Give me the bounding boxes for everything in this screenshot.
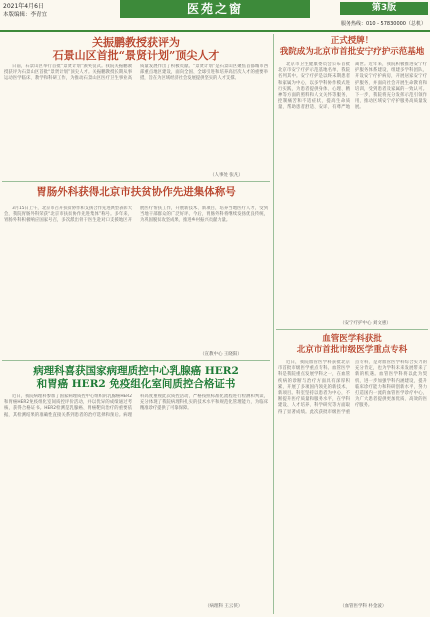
page-editor: 本版编辑：李青宜 (3, 12, 48, 18)
issue-date: 2021年4月6日 (3, 3, 44, 10)
article-5-text: 近日，我院血管医学科获批北京市首批市级医学重点专科。血管医学科是我院重点发展学科之一，在血管疾病的诊断与治疗方面具有深厚积累，开展了多项国内领先的新技术、新项目。科室坚持以患者为中心，不断提升医疗质量和服务水平，在学科建设、人才培养、科学研究等方面取得了显著成绩。此次获批市级医学重点专科，是对血管医学科综合实力的充分肯定，也为学科未来发展带来了新的机遇。血管医学科将以此为契机，进一步加强学科内涵建设，提升临床诊疗能力和科研创新水平，努力打造国内一流的血管医学诊疗中心，为广大患者提供更加优质、高效的医疗服务。 (278, 360, 427, 415)
article-5-title-line1: 血管医学科获批 (322, 334, 382, 344)
article-4-signature: （安宁疗护中心 刘文惠） (340, 321, 391, 326)
article-3-title-line1: 病理科喜获国家病理质控中心乳腺癌 HER2 (33, 365, 239, 377)
article-3-signature: （病理科 王云侠） (205, 604, 243, 609)
article-5-title (276, 334, 428, 356)
article-3-body (4, 394, 268, 600)
article-4-title-line1: 正式授牌！ (330, 36, 374, 46)
article-3-text: 近日，我院病理科参加了国家病理质控中心组织的乳腺癌HER2和胃癌HER2免疫组化室间质控评价活动，并以优异的成绩通过考核，获得合格证书。HER2检测是乳腺癌、胃癌靶向治疗的重要依据，其检测结果的准确性直接关系到患者的治疗选择和预后。病理科高度重视此次质控活动，严格按照标准化流程进行检测和判读，充分体现了我院病理科扎实的技术水平和规范化管理能力，为临床精准诊疗提供了可靠保障。 (4, 394, 268, 418)
article-3-title-line2: 和胃癌 HER2 免疫组化室间质控合格证书 (36, 378, 236, 390)
article-2-title: 胃肠外科获得北京市扶贫协作先进集体称号 (36, 186, 236, 198)
article-2-body (4, 206, 268, 346)
article-4-text: 北京市卫生健康委员会公布首批北京市安宁疗护示范基地名单，我院名列其中。安宁疗护是以终末期患者和家属为中心，以多学科协作模式进行实践，为患者提供身体、心理、精神等方面的照料和人文关怀等服务，控制痛苦和不适症状，提高生命质量，帮助患者舒适、安详、有尊严地离世。近年来，我院积极推进安宁疗护服务体系建设，组建多学科团队，开设安宁疗护病房，开展居家安宁疗护服务，并面向社会开展生命教育和培训，受到患者及家属的一致认可。下一步，我院将充分发挥示范引领作用，推动区域安宁疗护服务高质量发展。 (278, 62, 427, 111)
divider (2, 181, 270, 182)
service-hotline: 服务热线：010 - 57830000（总机） (341, 21, 426, 27)
article-1-title-line2: 石景山区首批“景贤计划”顶尖人才 (52, 49, 220, 62)
article-5-title-line2: 北京市首批市级医学重点专科 (296, 345, 408, 355)
article-2-signature: （宣教中心 王晓阳） (200, 352, 242, 357)
article-5-body (278, 360, 427, 598)
divider (2, 360, 270, 361)
section-banner: 医苑之窗 (120, 0, 310, 18)
page-header (0, 0, 430, 34)
article-4-title (276, 36, 428, 58)
header-rule (0, 30, 430, 32)
column-divider (273, 34, 274, 614)
article-5-signature: （血管医学科 朴金波） (340, 604, 387, 609)
divider (276, 329, 428, 330)
article-2-text: 3月15日上午，北京市召开扶贫协作和支援合作先进典型表彰大会，我院胃肠外科荣获“北京市扶贫协作先进集体”称号。多年来，胃肠外科积极响应国家号召，多次派出骨干医生赴对口支援地区开展医疗帮扶工作，开展新技术、新项目，培养当地医疗人才，受到当地干部群众的广泛好评。今后，胃肠外科将继续发扬优良传统，为巩固脱贫攻坚成果、推进乡村振兴贡献力量。 (4, 206, 268, 224)
article-1-title (2, 36, 270, 62)
article-4-body (278, 62, 427, 316)
article-3-title (2, 365, 270, 391)
article-1-signature: （人事处 张凡） (210, 173, 243, 178)
article-1-text: 日前，石景山区举行首批“景贤计划”颁奖仪式。我院关振鹏教授获评为石景山区首批“景贤计划”顶尖人才。关振鹏教授长期从事运动医学临床、教学和科研工作，为推动石景山区医疗卫生事业高质量发展作出了积极贡献。“景贤计划”是石景山区聚焦首都城市西部重点地区建设，面向全国、全球引进和培养高层次人才的重要举措，旨在为区域经济社会发展提供坚实的人才支撑。 (4, 64, 268, 82)
article-4-title-line2: 我院成为北京市首批安宁疗护示范基地 (279, 47, 425, 57)
article-1-title-line1: 关振鹏教授获评为 (92, 36, 180, 49)
article-1-body (4, 64, 268, 168)
page-number: 第3版 (340, 2, 428, 15)
